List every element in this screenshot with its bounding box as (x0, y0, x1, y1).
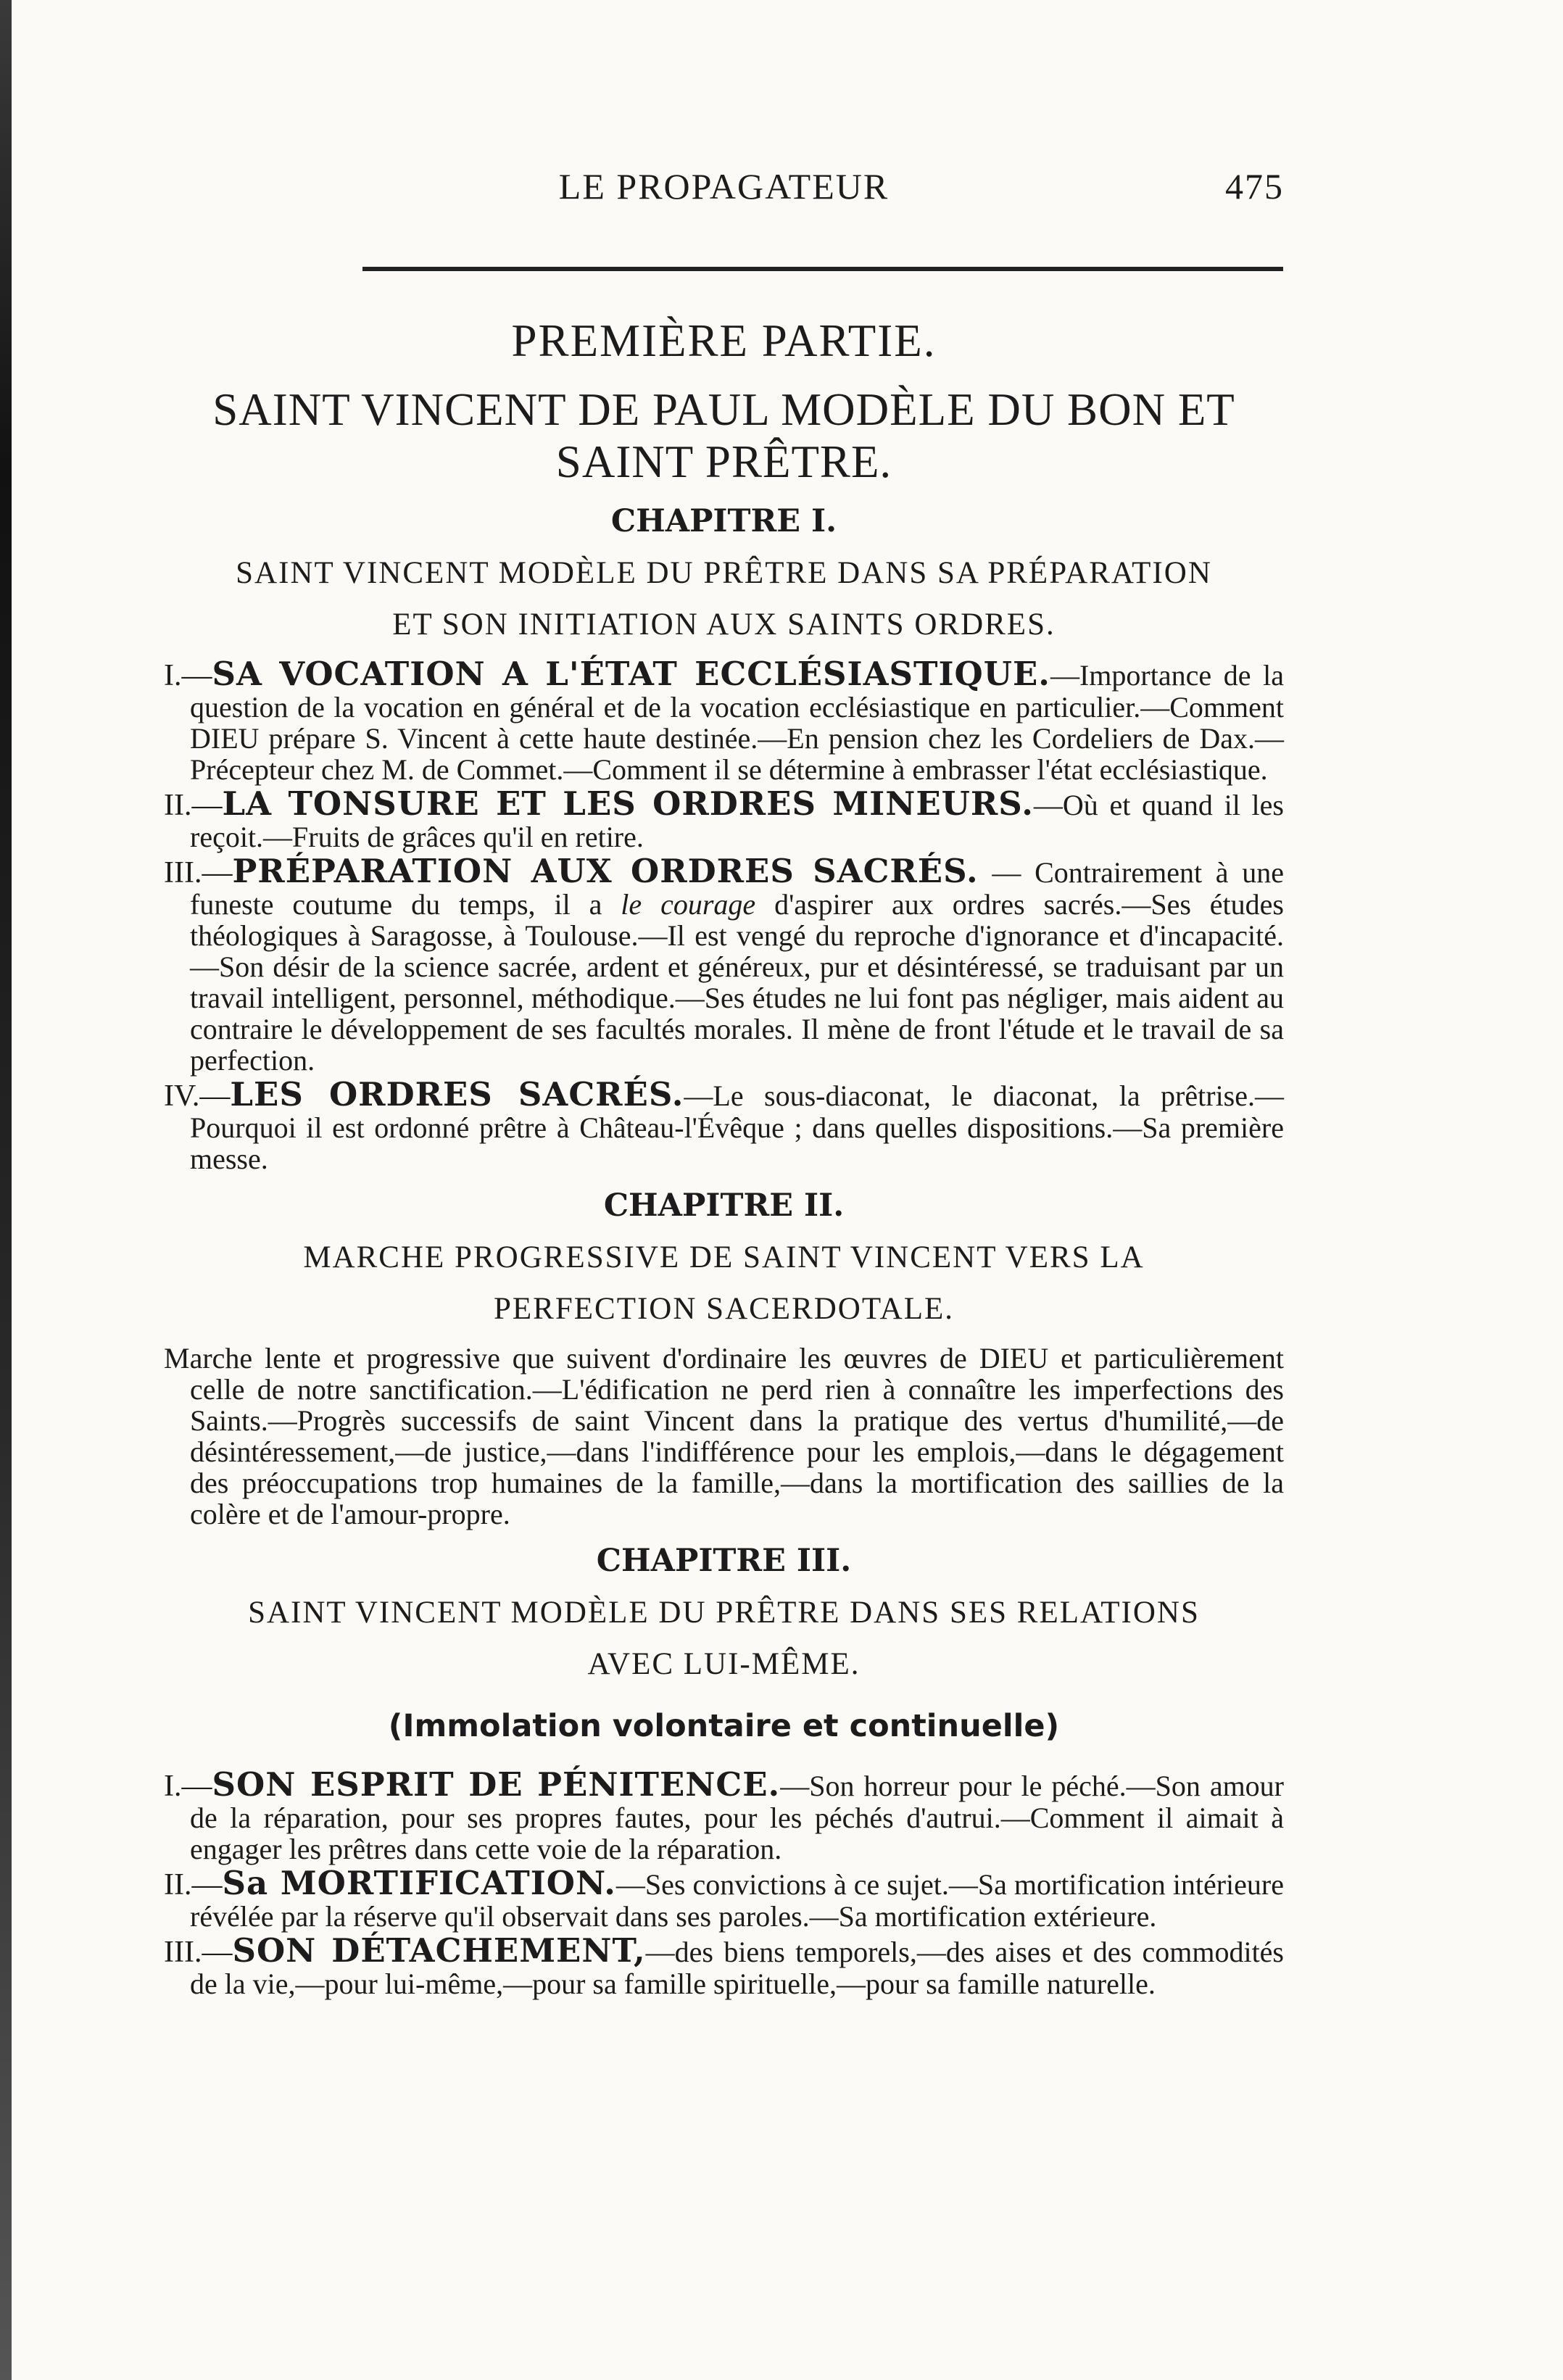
item-emphasis: le courage (621, 887, 756, 921)
item-lead: LA TONSURE ET LES ORDRES MINEURS. (222, 784, 1034, 823)
book-title-line-1: SAINT VINCENT DE PAUL MODÈLE DU BON ET (212, 384, 1235, 435)
book-title (164, 383, 1284, 489)
item-number: I.— (164, 1769, 212, 1803)
chapter-2 (164, 1187, 1284, 1530)
item-number: IV.— (164, 1079, 231, 1113)
scan-margin-edge (0, 0, 12, 2380)
book-title-line-2: SAINT PRÊTRE. (555, 436, 892, 488)
item-text: —Importance de la question de la vocation en général et de la vocation ecclésiastique en particulier.—Comment DIEU prépare S. Vincent à cette haute destinée.—En pension chez les Cordeliers de Dax.—Précepteur chez M. de Commet.—Comment il se détermine à embrasser l'état ecclésiastique. (190, 658, 1284, 786)
item-lead: LES ORDRES SACRÉS. (230, 1074, 684, 1114)
page-body (164, 304, 1284, 2002)
item-number: II.— (164, 788, 223, 822)
item-number: II.— (164, 1867, 223, 1902)
part-title: PREMIÈRE PARTIE. (511, 315, 937, 366)
item-lead: PRÉPARATION AUX ORDRES SACRÉS. (232, 851, 979, 890)
list-item (164, 1074, 1284, 1175)
chapter-1 (164, 503, 1284, 1174)
item-text: d'aspirer aux ordres sacrés.—Ses études théologiques à Saragosse, à Toulouse.—Il est vengé du reproche d'ignorance et d'incapacité.—Son désir de la science sacrée, ardent et généreux, pur et désintéressé, se traduisant par un travail intelligent, personnel, méthodique.—Ses études ne lui font pas négliger, mais aident au contraire le développement de ses facultés morales. Il mène de front l'étude et le travail de sa perfection. (190, 887, 1284, 1077)
page-number: 475 (1225, 166, 1284, 207)
chapter-subtitle-line-2: PERFECTION SACERDOTALE. (493, 1291, 955, 1326)
chapter-subtitle-line-2: ET SON INITIATION AUX SAINTS ORDRES. (392, 607, 1056, 642)
item-text: —Son horreur pour le péché.—Son amour de la réparation, pour ses propres fautes, pour les péchés d'autrui.—Comment il aimait à engager les prêtres dans cette voie de la réparation. (190, 1769, 1285, 1865)
chapter-subtitle (164, 548, 1284, 651)
item-text-before-emphasis: — Contrairement à une funeste coutume du temps, il a (190, 855, 1285, 921)
list-item (164, 1765, 1285, 1865)
chapter-heading: CHAPITRE I. (610, 502, 837, 539)
list-item (164, 1931, 1284, 2000)
chapter-subtitle (164, 1232, 1284, 1335)
item-text: —Où et quand il les reçoit.—Fruits de grâces qu'il en retire. (190, 788, 1284, 853)
list-item (164, 851, 1285, 1077)
item-text: —Ses convictions à ce sujet.—Sa mortification intérieure révélée par la réserve qu'il observait dans ses paroles.—Sa mortification extérieure. (190, 1867, 1284, 1933)
chapter-subtitle-line-2: AVEC LUI-MÊME. (587, 1646, 861, 1681)
chapter-parenthetical: (Immolation volontaire et continuelle) (388, 1707, 1060, 1744)
list-item (164, 784, 1284, 853)
chapter-heading: CHAPITRE II. (603, 1187, 845, 1224)
chapter-paragraph: Marche lente et progressive que suivent d'ordinaire les œuvres de DIEU et particulièrement celle de notre sanctification.—L'édification ne perd rien à connaître les imperfections des Saints.—Progrès successifs de saint Vincent dans la pratique des vertus d'humilité,—de désintéressement,—de justice,—dans l'indifférence pour les emplois,—dans le dégagement des préoccupations trop humaines de la famille,—dans la mortification des saillies de la colère et de l'amour-propre. (164, 1341, 1284, 1530)
item-lead: SON ESPRIT DE PÉNITENCE. (212, 1765, 781, 1804)
chapter-subtitle-line-1: SAINT VINCENT MODÈLE DU PRÊTRE DANS SA PRÉPARATION (236, 555, 1212, 590)
chapter-3 (164, 1543, 1284, 1999)
chapter-heading: CHAPITRE III. (596, 1542, 852, 1579)
chapter-subtitle-line-1: MARCHE PROGRESSIVE DE SAINT VINCENT VERS LA (303, 1240, 1145, 1274)
list-item (164, 654, 1284, 786)
item-text: —Le sous-diaconat, le diaconat, la prêtrise.—Pourquoi il est ordonné prêtre à Château-l'Évêque ; dans quelles dispositions.—Sa première messe. (190, 1079, 1284, 1175)
item-number: I.— (164, 658, 212, 692)
item-number: III.— (164, 1935, 233, 1969)
item-lead: Sa MORTIFICATION. (222, 1863, 616, 1902)
item-text: —des biens temporels,—des aises et des commodités de la vie,—pour lui-même,—pour sa famille spirituelle,—pour sa famille naturelle. (190, 1935, 1284, 2000)
item-lead: SA VOCATION A L'ÉTAT ECCLÉSIASTIQUE. (212, 654, 1050, 693)
list-item (164, 1863, 1284, 1933)
item-lead: SON DÉTACHEMENT, (232, 1931, 646, 1970)
header-rule (362, 267, 1283, 271)
chapter-subtitle-line-1: SAINT VINCENT MODÈLE DU PRÊTRE DANS SES RELATIONS (248, 1595, 1200, 1630)
running-header (164, 165, 1284, 216)
item-number: III.— (164, 855, 233, 890)
running-title: LE PROPAGATEUR (558, 166, 890, 207)
chapter-subtitle (164, 1588, 1284, 1691)
